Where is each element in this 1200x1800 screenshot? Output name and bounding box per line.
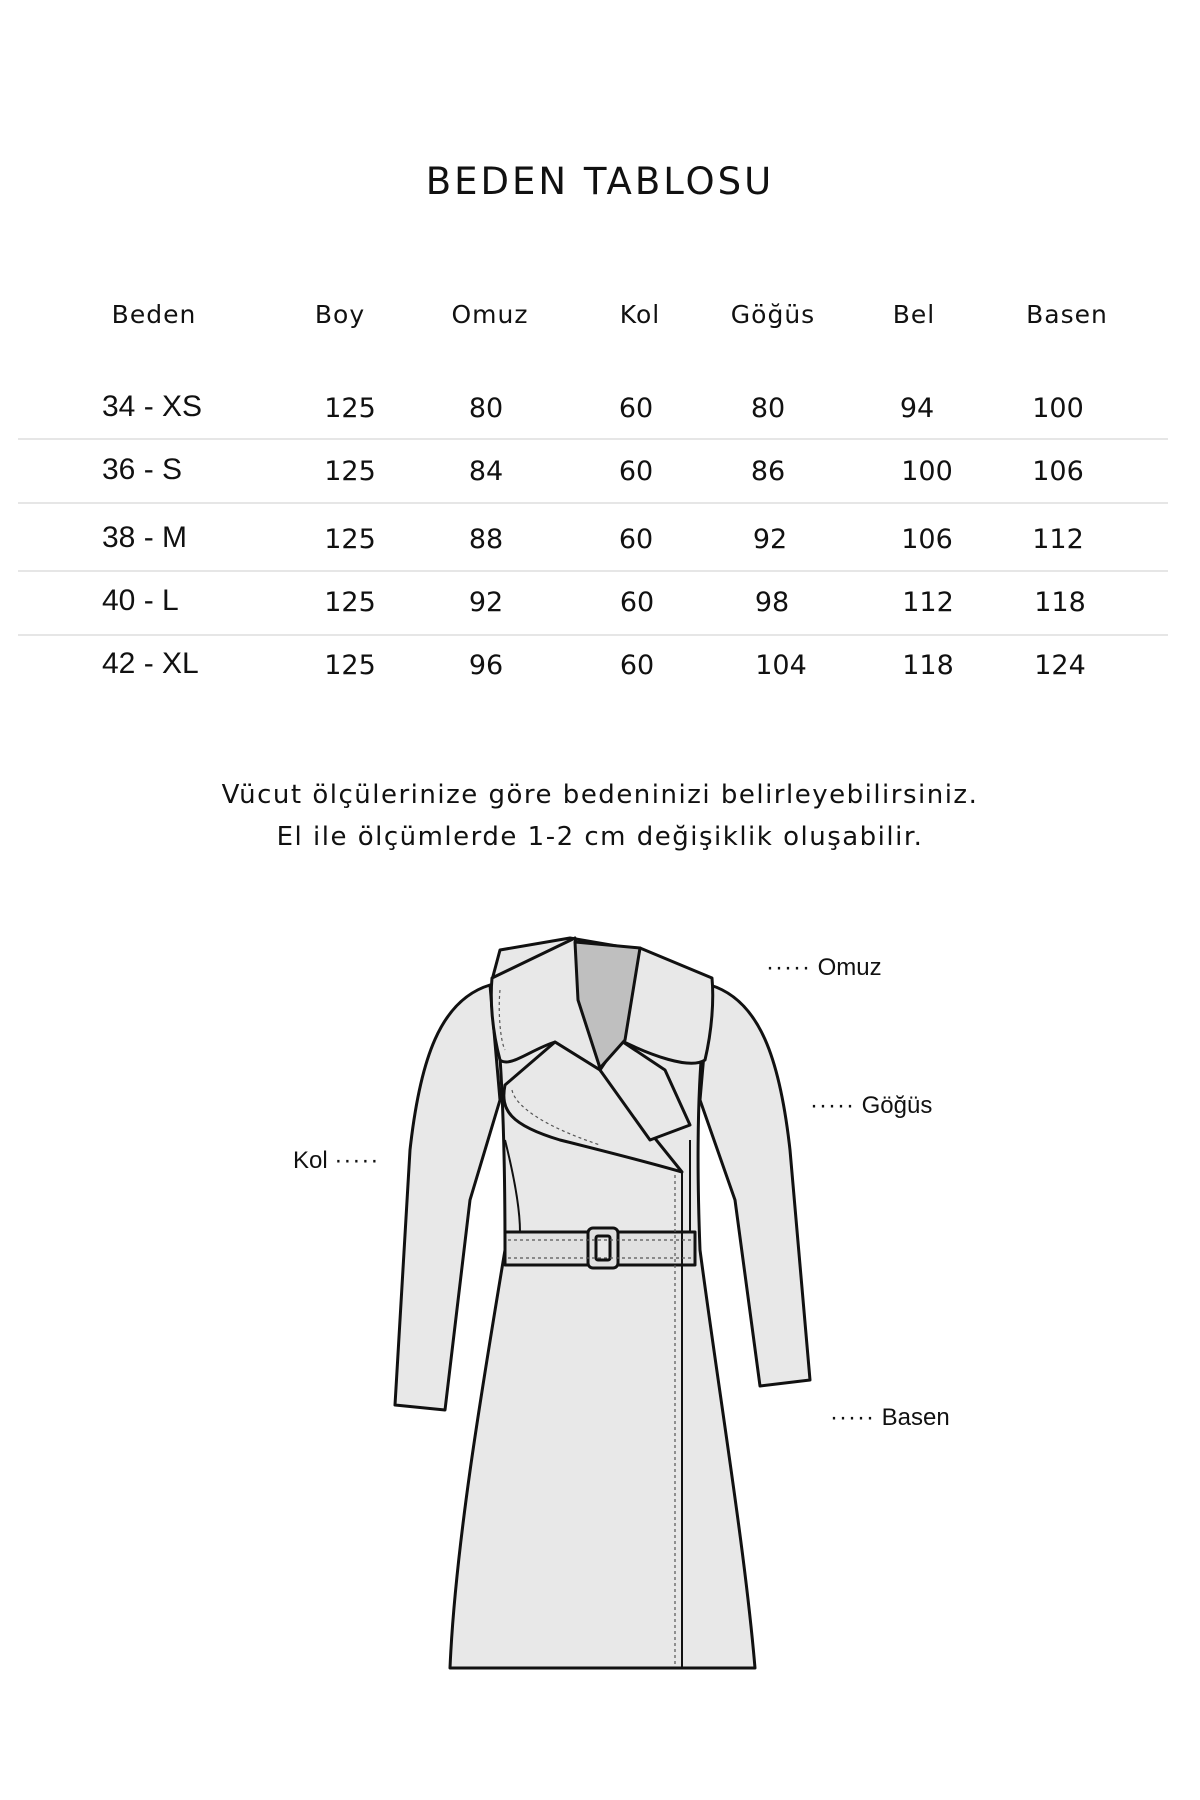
- dots-icon: ·····: [830, 1404, 875, 1431]
- table-cell: 106: [1032, 456, 1084, 487]
- callout-gogus: [810, 1092, 932, 1120]
- header-kol: Kol: [619, 300, 661, 329]
- page-title: BEDEN TABLOSU: [425, 160, 775, 203]
- trench-coat-illustration: [380, 920, 820, 1680]
- table-cell: 125: [324, 650, 376, 681]
- table-cell: 98: [754, 587, 790, 618]
- header-gogus: Göğüs: [730, 300, 816, 329]
- header-boy: Boy: [314, 300, 366, 329]
- row-divider: [18, 502, 1168, 504]
- row-divider: [18, 634, 1168, 636]
- table-cell: 125: [324, 524, 376, 555]
- header-omuz: Omuz: [451, 300, 529, 329]
- header-beden: Beden: [111, 300, 197, 329]
- table-cell: 92: [752, 524, 788, 555]
- table-cell: 88: [468, 524, 504, 555]
- table-cell: 84: [468, 456, 504, 487]
- table-cell: 124: [1034, 650, 1086, 681]
- row-size-label: 36 - S: [102, 453, 183, 486]
- table-cell: 92: [468, 587, 504, 618]
- table-cell: 106: [901, 524, 953, 555]
- table-cell: 60: [618, 456, 654, 487]
- callout-basen-label: Basen: [881, 1404, 950, 1431]
- header-bel: Bel: [892, 300, 936, 329]
- table-cell: 112: [1032, 524, 1084, 555]
- table-cell: 100: [1032, 393, 1084, 424]
- table-cell: 125: [324, 456, 376, 487]
- callout-gogus-label: Göğüs: [861, 1092, 933, 1119]
- row-divider: [18, 438, 1168, 440]
- table-cell: 94: [899, 393, 935, 424]
- table-cell: 60: [618, 524, 654, 555]
- measurement-note-1: Vücut ölçülerinize göre bedeninizi belirleyebilirsiniz.: [221, 780, 979, 810]
- row-size-label: 40 - L: [102, 584, 179, 617]
- dots-icon: ·····: [766, 954, 811, 981]
- table-cell: 125: [324, 393, 376, 424]
- table-cell: 80: [468, 393, 504, 424]
- right-sleeve: [700, 985, 810, 1386]
- table-cell: 60: [619, 587, 655, 618]
- table-cell: 80: [750, 393, 786, 424]
- header-basen: Basen: [1026, 300, 1108, 329]
- measurement-note-2: El ile ölçümlerde 1-2 cm değişiklik oluşabilir.: [276, 822, 924, 852]
- callout-omuz-label: Omuz: [817, 954, 882, 981]
- table-cell: 118: [1034, 587, 1086, 618]
- table-cell: 96: [468, 650, 504, 681]
- callout-kol: [293, 1147, 379, 1175]
- row-size-label: 38 - M: [102, 521, 188, 554]
- table-cell: 100: [901, 456, 953, 487]
- callout-kol-label: Kol: [293, 1147, 328, 1174]
- table-cell: 118: [902, 650, 954, 681]
- left-sleeve: [395, 985, 500, 1410]
- row-divider: [18, 570, 1168, 572]
- table-cell: 86: [750, 456, 786, 487]
- table-cell: 60: [618, 393, 654, 424]
- row-size-label: 34 - XS: [102, 390, 203, 423]
- table-cell: 60: [619, 650, 655, 681]
- table-cell: 125: [324, 587, 376, 618]
- callout-basen: [830, 1404, 950, 1432]
- row-size-label: 42 - XL: [102, 647, 199, 680]
- dots-icon: ·····: [810, 1092, 855, 1119]
- table-cell: 112: [902, 587, 954, 618]
- dots-icon: ·····: [334, 1147, 380, 1174]
- table-cell: 104: [755, 650, 807, 681]
